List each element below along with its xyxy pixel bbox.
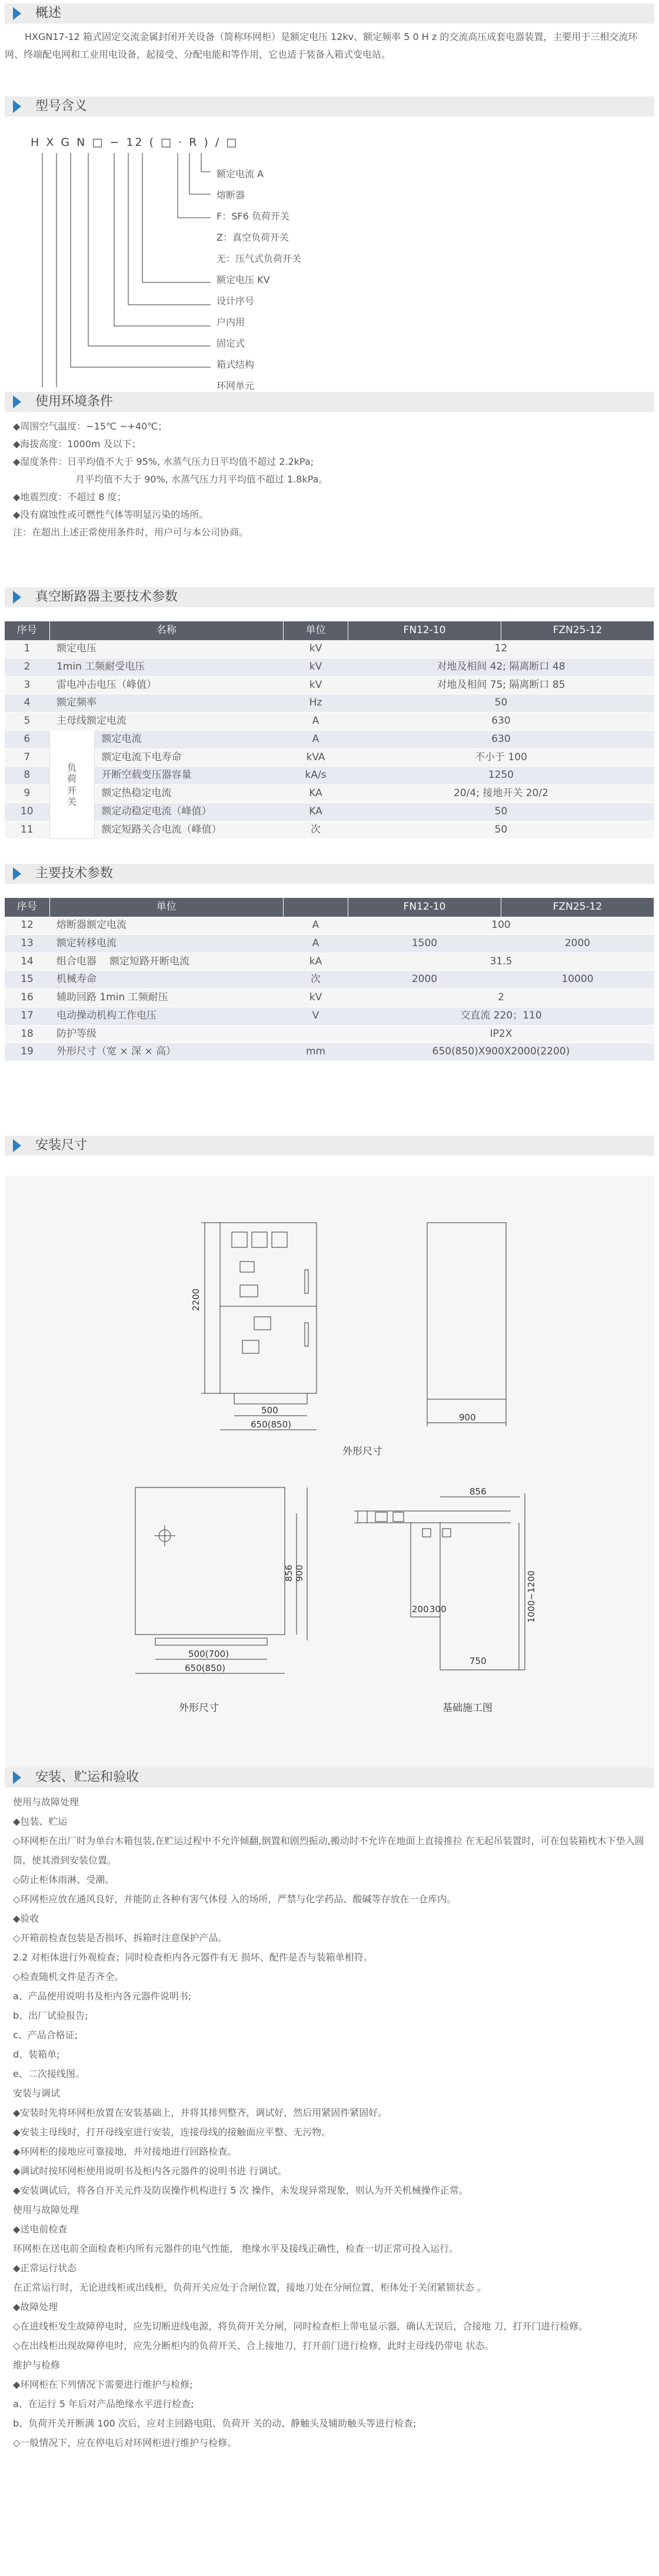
triangle-icon — [13, 1139, 21, 1152]
acc-line: ◆安装主母线时，打开母线室进行安装，连接母线的接触面应平整、无污物。 — [13, 2126, 331, 2138]
cell-value: 不小于 100 — [348, 748, 654, 767]
model-label: 户内用 — [217, 317, 245, 328]
cell-no: 9 — [5, 785, 49, 803]
cell-unit: 次 — [284, 971, 348, 989]
cell-name: 主母线额定电流 — [49, 713, 284, 731]
triangle-icon — [13, 1771, 21, 1784]
cell-name: 防护等级 — [49, 1025, 284, 1043]
acc-line: ◆调试时按环网柜使用说明书及柜内各元器件的说明书进 行调试。 — [13, 2165, 287, 2176]
model-label: 设计序号 — [217, 295, 255, 307]
top-width-label: 650(850) — [185, 1663, 225, 1673]
cell-no: 16 — [5, 989, 49, 1007]
acc-line: ◆安装调试后，将各自开关元件及防误操作机构进行 5 次 操作，未发现异常现象，则认为开关机械操作正常。 — [13, 2185, 468, 2196]
cell-name: 熔断器额定电流 — [49, 917, 284, 934]
section-title: 型号含义 — [35, 98, 88, 114]
table-header: FZN25-12 — [501, 898, 654, 917]
table-row — [5, 730, 654, 748]
acc-line: 使用与故障处理 — [13, 2204, 79, 2215]
section-header — [5, 392, 654, 412]
acc-line: ◇检查随机文件是否齐全。 — [13, 1971, 124, 1982]
cell-name: 额定动稳定电流（峰值） — [94, 803, 284, 821]
cell-value: 100 — [348, 917, 654, 934]
front-width-label: 650(850) — [251, 1419, 291, 1430]
foundation-width-label: 856 — [470, 1486, 487, 1497]
cell-value: 50 — [348, 694, 654, 713]
cell-value: 对地及相间 42; 隔离断口 48 — [348, 658, 654, 676]
env-line: ◆没有腐蚀性或可燃性气体等明显污染的场所。 — [13, 509, 209, 520]
model-label: 额定电压 KV — [217, 274, 270, 285]
install-section — [5, 1136, 654, 1776]
acc-line: a、在运行 5 年后对产品绝缘水平进行检查; — [13, 2398, 194, 2409]
cell-value: 1500 — [348, 934, 501, 953]
cell-name: 组合电器 — [49, 953, 102, 971]
cell-unit: 次 — [284, 821, 348, 839]
cell-name: 外形尺寸（宽 × 深 × 高） — [49, 1043, 284, 1061]
cell-unit: kV — [284, 989, 348, 1007]
acc-line: ◇在进线柜发生故障停电时，应先切断进线电源，将负荷开关分闸，同时检查柜上带电显示器，确认无误后，合接地 刀，打开门进行检修。 — [13, 2321, 588, 2332]
overview-text: HXGN17-12 箱式固定交流金属封闭开关设备（简称环网柜）是额定电压 12kv、额定频率 5 0 H z 的交流高压成套电器装置，主要用于三相交流环网、终端配电网和工业用电设备，起接受、分配电能和等作用，它也适于装备入箱式变电站。 — [5, 31, 638, 60]
section-title: 使用环境条件 — [35, 394, 114, 409]
acc-line: ◇一般情况下，应在停电后对环网柜进行维护与检修。 — [13, 2437, 237, 2448]
acc-line: c、产品合格证; — [13, 2029, 78, 2041]
table-row — [5, 821, 654, 839]
cell-no: 7 — [5, 748, 49, 767]
section-title: 主要技术参数 — [35, 866, 114, 881]
cell-unit: A — [284, 713, 348, 731]
vac-table — [5, 621, 654, 839]
triangle-icon — [13, 7, 21, 20]
table-row — [5, 1025, 654, 1043]
caption-front: 外形尺寸 — [342, 1446, 382, 1457]
main-section — [5, 864, 654, 1061]
cell-unit: A — [284, 730, 348, 748]
model-label: F：SF6 负荷开关 — [217, 211, 289, 222]
table-row — [5, 640, 654, 658]
triangle-icon — [13, 100, 21, 113]
acc-line: ◆故障处理 — [13, 2301, 58, 2312]
table-row — [5, 767, 654, 785]
main-table — [5, 898, 654, 1061]
drawing-area — [5, 1176, 654, 1776]
acc-line: 环网柜在送电前全面检查柜内所有元器件的电气性能， 绝缘水平及接线正确性，检查一切正常可投入运行。 — [13, 2243, 459, 2254]
env-line: ◆湿度条件：日平均值不大于 95%, 水蒸气压力日平均值不超过 2.2kPa; — [13, 456, 314, 467]
acc-line: ◇在出线柜出现故障停电时，应先分断柜内的负荷开关、合上接地刀，打开前门进行检修，此时主母线仍带电 状态。 — [13, 2340, 494, 2351]
table-header: FZN25-12 — [501, 621, 654, 640]
model-label: Z：真空负荷开关 — [217, 232, 289, 243]
table-row — [5, 953, 654, 971]
overview-section — [5, 4, 654, 63]
env-note: 注：在超出上述正常使用条件时，用户可与本公司协商。 — [13, 527, 249, 538]
cell-no: 19 — [5, 1043, 49, 1061]
table-header — [284, 898, 348, 917]
table-header: 单位 — [49, 898, 284, 917]
side-depth-label: 900 — [459, 1412, 476, 1423]
table-header: 序号 — [5, 621, 49, 640]
section-header — [5, 96, 654, 117]
acc-line: e、二次接线图。 — [13, 2068, 85, 2079]
cell-name: 额定热稳定电流 — [94, 785, 284, 803]
cell-name: 额定转移电流 — [49, 934, 284, 953]
section-header — [5, 1768, 654, 1788]
acc-section — [5, 1768, 654, 2452]
cell-name: 开断空载变压器容量 — [94, 767, 284, 785]
cell-value: 50 — [348, 821, 654, 839]
cell-name: 雷电冲击电压（峰值） — [49, 676, 284, 694]
top-depth-label: 856 — [284, 1565, 294, 1582]
cell-no: 5 — [5, 713, 49, 731]
acc-line: b、负荷开关开断满 100 次后，应对主回路电阻、负荷开 关的动、静触头及辅助触头等进行检查; — [13, 2418, 417, 2429]
table-header: 单位 — [284, 621, 348, 640]
model-code: H X G N □ − 12 ( □ · R ) / □ — [31, 136, 239, 149]
table-row — [5, 676, 654, 694]
acc-line: 2.2 对柜体进行外观检查；同时检查柜内各元器件有无 损坏、配件是否与装箱单相符。 — [13, 1952, 373, 1963]
cell-value: 20/4; 接地开关 20/2 — [348, 785, 654, 803]
cell-no: 2 — [5, 658, 49, 676]
table-row — [5, 658, 654, 676]
section-title: 真空断路器主要技术参数 — [35, 589, 178, 604]
cell-value: 交直流 220；110 — [348, 1007, 654, 1025]
section-header — [5, 864, 654, 884]
cell-unit: kV — [284, 676, 348, 694]
front-height-label: 2200 — [191, 1288, 201, 1311]
cell-name: 机械寿命 — [49, 971, 284, 989]
cell-no: 6 — [5, 730, 49, 748]
table-row — [5, 785, 654, 803]
env-line: ◆海拔高度：1000m 及以下； — [13, 438, 141, 450]
cell-name: 额定短路关合电流（峰值） — [94, 821, 284, 839]
cell-unit: kV — [284, 658, 348, 676]
cell-name: 电动操动机构工作电压 — [49, 1007, 284, 1025]
table-row — [5, 1007, 654, 1025]
front-inner-width-label: 500 — [261, 1405, 278, 1416]
vac-section — [5, 587, 654, 839]
triangle-icon — [13, 867, 21, 880]
caption-top: 外形尺寸 — [179, 1702, 219, 1714]
cell-name: 额定电流 — [94, 730, 284, 748]
table-row — [5, 934, 654, 953]
model-label: 固定式 — [217, 338, 245, 349]
cell-name: 额定频率 — [49, 694, 284, 713]
section-header — [5, 1136, 654, 1156]
model-section — [5, 96, 654, 391]
cell-value: 12 — [348, 640, 654, 658]
table-row — [5, 917, 654, 934]
model-label: 无：压气式负荷开关 — [217, 253, 302, 264]
cell-name: 1min 工频耐受电压 — [49, 658, 284, 676]
table-row — [5, 989, 654, 1007]
table-row — [5, 1043, 654, 1061]
acc-line: ◆验收 — [13, 1913, 39, 1924]
foundation-d-label: 1000~1200 — [526, 1570, 537, 1623]
side-view-drawing — [427, 1223, 506, 1426]
acc-line: ◆安装时先将环网柜放置在安装基础上，并将其排列整齐，调试好，然后用紧固件紧固好。 — [13, 2107, 388, 2118]
acc-line: 使用与故障处理 — [13, 1796, 79, 1808]
cell-value: 对地及相间 75; 隔离断口 85 — [348, 676, 654, 694]
table-header: FN12-10 — [348, 621, 501, 640]
cell-unit: A — [284, 934, 348, 953]
cell-value: 2 — [348, 989, 654, 1007]
foundation-b-label: 300 — [430, 1604, 447, 1615]
front-view-drawing — [201, 1223, 317, 1430]
model-label: 环网单元 — [217, 380, 255, 391]
cell-unit: Hz — [284, 694, 348, 713]
section-title: 安装、贮运和验收 — [35, 1769, 139, 1785]
top-depth-outer-label: 900 — [294, 1565, 305, 1582]
table-header: 名称 — [49, 621, 284, 640]
section-title: 安装尺寸 — [35, 1137, 88, 1153]
cell-unit: V — [284, 1007, 348, 1025]
acc-line: a、产品使用说明书及柜内各元器件说明书; — [13, 1991, 192, 2002]
cell-value: 31.5 — [348, 953, 654, 971]
cell-no: 14 — [5, 953, 49, 971]
acc-line: ◆环网柜在下列情况下需要进行维护与检修; — [13, 2379, 193, 2390]
foundation-drawing — [354, 1493, 525, 1670]
cell-name: 辅助回路 1min 工频耐压 — [49, 989, 284, 1007]
cell-unit: KA — [284, 785, 348, 803]
cell-no: 15 — [5, 971, 49, 989]
acc-line: ◇开箱前检查包装是否损坏、拆箱时注意保护产品。 — [13, 1932, 228, 1943]
acc-line: ◆送电前检查 — [13, 2224, 68, 2235]
table-row — [5, 748, 654, 767]
table-header: 序号 — [5, 898, 49, 917]
foundation-c-label: 750 — [470, 1656, 487, 1666]
model-labels — [217, 164, 301, 397]
cell-value: 2000 — [501, 934, 654, 953]
cell-name: 额定电压 — [49, 640, 284, 658]
triangle-icon — [13, 591, 21, 604]
cell-unit: kV — [284, 640, 348, 658]
section-header — [5, 4, 654, 24]
cell-name: 额定电流下电寿命 — [94, 748, 284, 767]
cell-value: 650(850)X900X2000(2200) — [348, 1043, 654, 1061]
cell-unit: KA — [284, 803, 348, 821]
cell-unit: kA/s — [284, 767, 348, 785]
foundation-a-label: 200 — [412, 1604, 429, 1615]
env-lines — [5, 412, 654, 541]
table-row — [5, 713, 654, 731]
cell-unit: mm — [284, 1043, 348, 1061]
cell-no: 17 — [5, 1007, 49, 1025]
triangle-icon — [13, 395, 21, 408]
acc-line: b、出厂试验报告; — [13, 2010, 88, 2021]
top-view-drawing — [135, 1487, 307, 1673]
acc-line: 在正常运行时，无论进线柜或出线柜，负荷开关应处于合闸位置，接地刀处在分闸位置，柜体处于关闭紧锁状态 。 — [13, 2282, 487, 2293]
cell-value: 1250 — [348, 767, 654, 785]
cell-subname: 额定短路开断电流 — [102, 953, 284, 971]
cell-value: 50 — [348, 803, 654, 821]
acc-line: ◇环网柜在出厂时为单台木箱包装,在贮运过程中不允许倾翻,倒置和剧烈振动,搬动时不允许在地面上直接推拉 在无起吊装置时，可在包装箱枕木下垫入圆筒，使其滑到安装位置。 — [13, 1835, 644, 1866]
section-header — [5, 587, 654, 607]
acc-line: ◆包装、贮运 — [13, 1816, 68, 1827]
env-line: ◆周围空气温度：−15℃ ~+40℃； — [13, 421, 168, 432]
install-drawings — [5, 1176, 654, 1776]
cell-no: 4 — [5, 694, 49, 713]
cell-no: 12 — [5, 917, 49, 934]
cell-no: 10 — [5, 803, 49, 821]
table-row — [5, 803, 654, 821]
table-row — [5, 971, 654, 989]
top-inner-width-label: 500(700) — [188, 1649, 229, 1659]
env-line: ◆地震烈度：不超过 8 度； — [13, 491, 127, 502]
env-section — [5, 392, 654, 541]
acc-lines — [5, 1788, 654, 2452]
table-header: FN12-10 — [348, 898, 501, 917]
cell-value: 10000 — [501, 971, 654, 989]
acc-line: 维护与检修 — [13, 2359, 61, 2371]
table-row — [5, 694, 654, 713]
cell-value: 630 — [348, 730, 654, 748]
cell-unit: kVA — [284, 748, 348, 767]
cell-no: 11 — [5, 821, 49, 839]
model-label: 箱式结构 — [217, 359, 255, 370]
model-label: 熔断器 — [217, 189, 245, 201]
cell-unit: kA — [284, 953, 348, 971]
acc-line: ◆环网柜的接地应可靠接地，并对接地进行回路检查。 — [13, 2146, 237, 2157]
cell-value: 2000 — [348, 971, 501, 989]
cell-unit — [284, 1025, 348, 1043]
acc-line: ◇环网柜应放在通风良好，并能防止各种有害气体侵 入的场所，严禁与化学药品、酸碱等存放在一仓库内。 — [13, 1893, 457, 1905]
group-label: 负荷开关 — [49, 730, 94, 839]
acc-line: d、装箱单; — [13, 2049, 60, 2060]
caption-base: 基础施工图 — [442, 1702, 492, 1714]
model-label: 额定电流 A — [217, 168, 264, 179]
cell-no: 13 — [5, 934, 49, 953]
cell-value: IP2X — [348, 1025, 654, 1043]
cell-unit: A — [284, 917, 348, 934]
cell-no: 1 — [5, 640, 49, 658]
env-line: 月平均值不大于 90%, 水蒸气压力月平均值不超过 1.8kPa。 — [75, 474, 328, 485]
cell-no: 8 — [5, 767, 49, 785]
acc-line: ◆正常运行状态 — [13, 2262, 77, 2274]
cell-value: 630 — [348, 713, 654, 731]
section-title: 概述 — [35, 5, 62, 21]
acc-line: ◇防止柜体雨淋、受潮。 — [13, 1874, 115, 1885]
cell-no: 3 — [5, 676, 49, 694]
acc-line: 安装与调试 — [13, 2088, 61, 2099]
cell-no: 18 — [5, 1025, 49, 1043]
